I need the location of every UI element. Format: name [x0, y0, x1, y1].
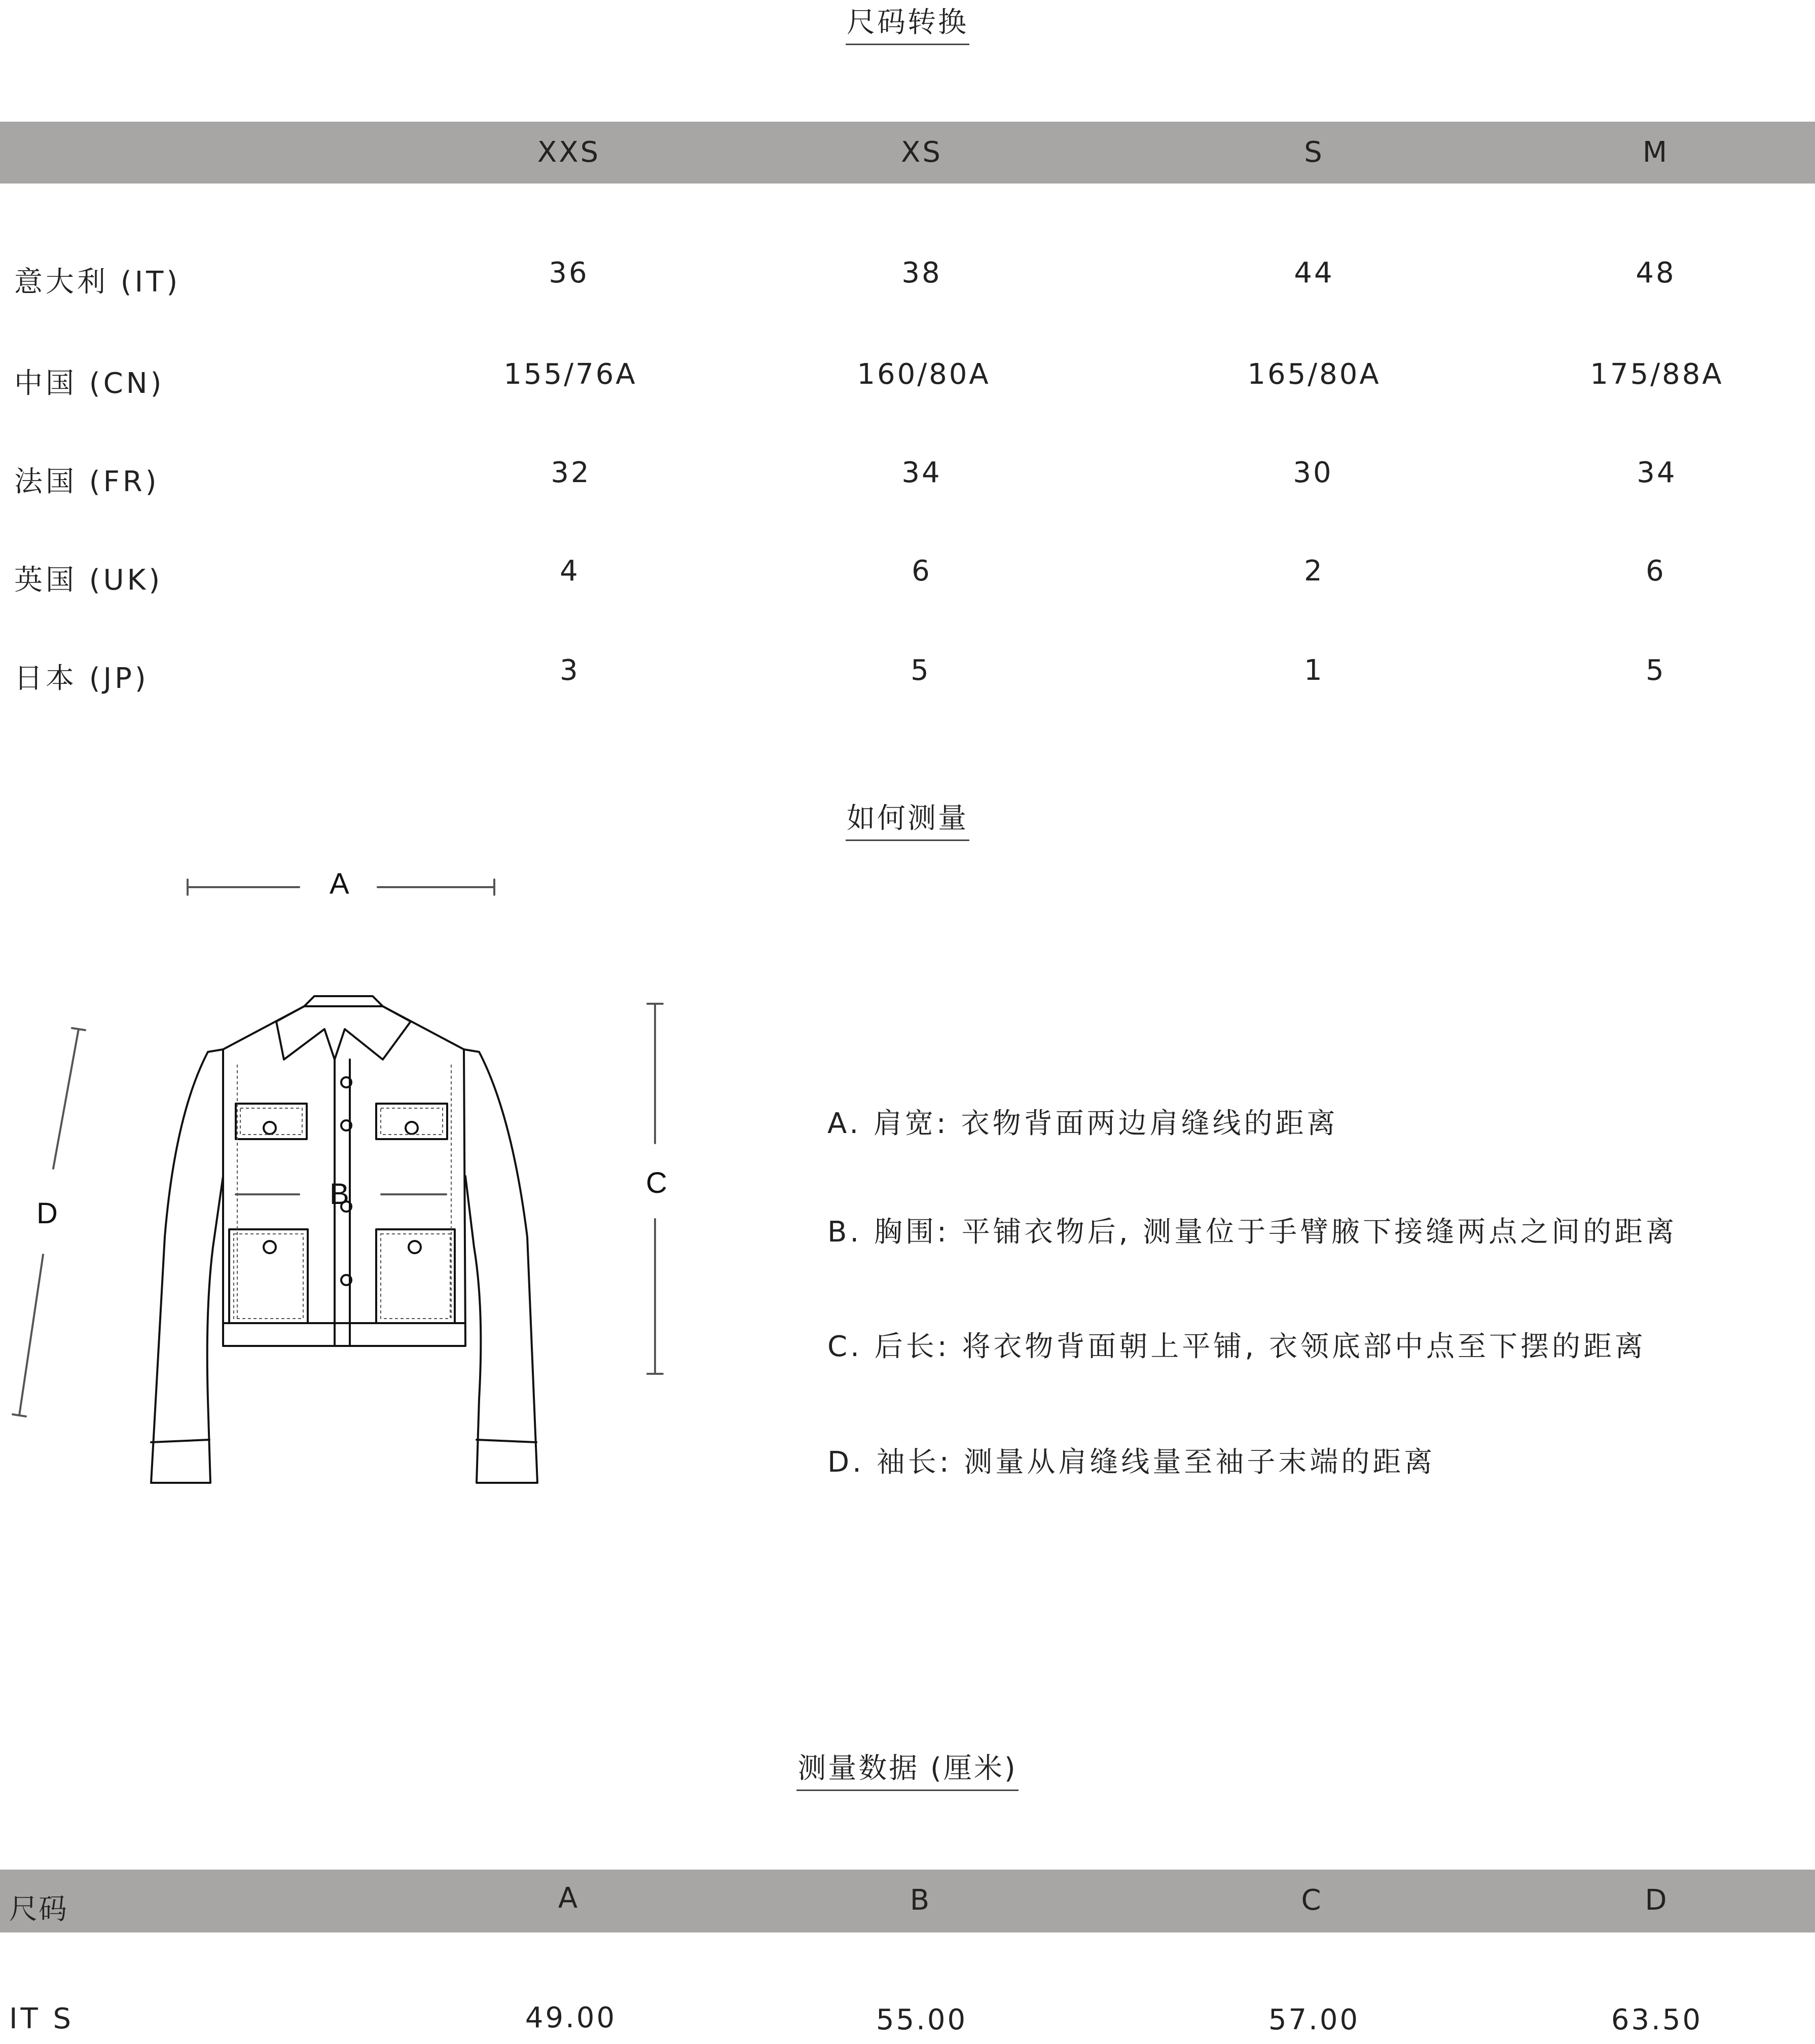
table-cell: 34: [1637, 456, 1677, 489]
table-cell: 57.00: [1268, 2003, 1360, 2036]
measurement-col-a: A: [558, 1882, 580, 1915]
table-cell: 2: [1304, 555, 1324, 588]
table-cell: 6: [1646, 555, 1666, 588]
measurement-col-b: B: [910, 1884, 932, 1917]
table-cell: 160/80A: [857, 358, 991, 391]
row-label-jp: 日本 (JP): [14, 662, 149, 695]
table-cell: 165/80A: [1247, 358, 1381, 391]
table-cell: 1: [1304, 654, 1324, 687]
table-cell: 175/88A: [1590, 358, 1724, 391]
note-chest: B. 胸围: 平铺衣物后, 测量位于手臂腋下接缝两点之间的距离: [827, 1216, 1678, 1249]
jacket-diagram: [0, 852, 710, 1511]
row-label-fr: 法国 (FR): [14, 465, 160, 498]
table-cell: 30: [1293, 456, 1333, 489]
diagram-label-a: A: [330, 867, 349, 900]
table-cell: 63.50: [1611, 2003, 1703, 2036]
size-col-xxs: XXS: [537, 136, 601, 169]
size-col-m: M: [1642, 136, 1669, 169]
diagram-label-d: D: [37, 1197, 58, 1230]
table-cell: 36: [549, 257, 589, 289]
table-cell: 55.00: [876, 2003, 968, 2036]
diagram-label-b: B: [330, 1178, 349, 1211]
table-cell: 3: [560, 654, 580, 687]
diagram-label-c: C: [646, 1166, 667, 1199]
measurement-col-c: C: [1301, 1884, 1323, 1917]
table-cell: 5: [911, 654, 931, 687]
size-col-s: S: [1304, 136, 1324, 169]
measurement-col-d: D: [1645, 1884, 1669, 1917]
measurement-row-label: IT S: [9, 2002, 75, 2035]
note-back-length: C. 后长: 将衣物背面朝上平铺, 衣领底部中点至下摆的距离: [827, 1330, 1646, 1363]
row-label-cn: 中国 (CN): [14, 367, 165, 400]
row-label-uk: 英国 (UK): [14, 564, 163, 597]
table-cell: 48: [1636, 257, 1676, 289]
size-conversion-title: 尺码转换: [0, 0, 1815, 45]
table-cell: 49.00: [525, 2001, 617, 2034]
table-cell: 6: [912, 555, 932, 588]
table-cell: 38: [901, 257, 942, 289]
table-cell: 44: [1294, 257, 1334, 289]
measurement-data-title: 测量数据 (厘米): [0, 1746, 1815, 1791]
size-col-xs: XS: [901, 136, 942, 169]
measurement-header-size: 尺码: [9, 1893, 68, 1926]
note-shoulder: A. 肩宽: 衣物背面两边肩缝线的距离: [827, 1107, 1338, 1140]
row-label-it: 意大利 (IT): [14, 266, 181, 299]
how-to-measure-title: 如何测量: [0, 796, 1815, 841]
table-cell: 155/76A: [503, 358, 637, 391]
note-sleeve-length: D. 袖长: 测量从肩缝线量至袖子末端的距离: [827, 1446, 1436, 1479]
table-cell: 4: [560, 555, 580, 588]
table-cell: 32: [551, 456, 591, 489]
table-cell: 5: [1646, 654, 1666, 687]
table-cell: 34: [901, 456, 942, 489]
